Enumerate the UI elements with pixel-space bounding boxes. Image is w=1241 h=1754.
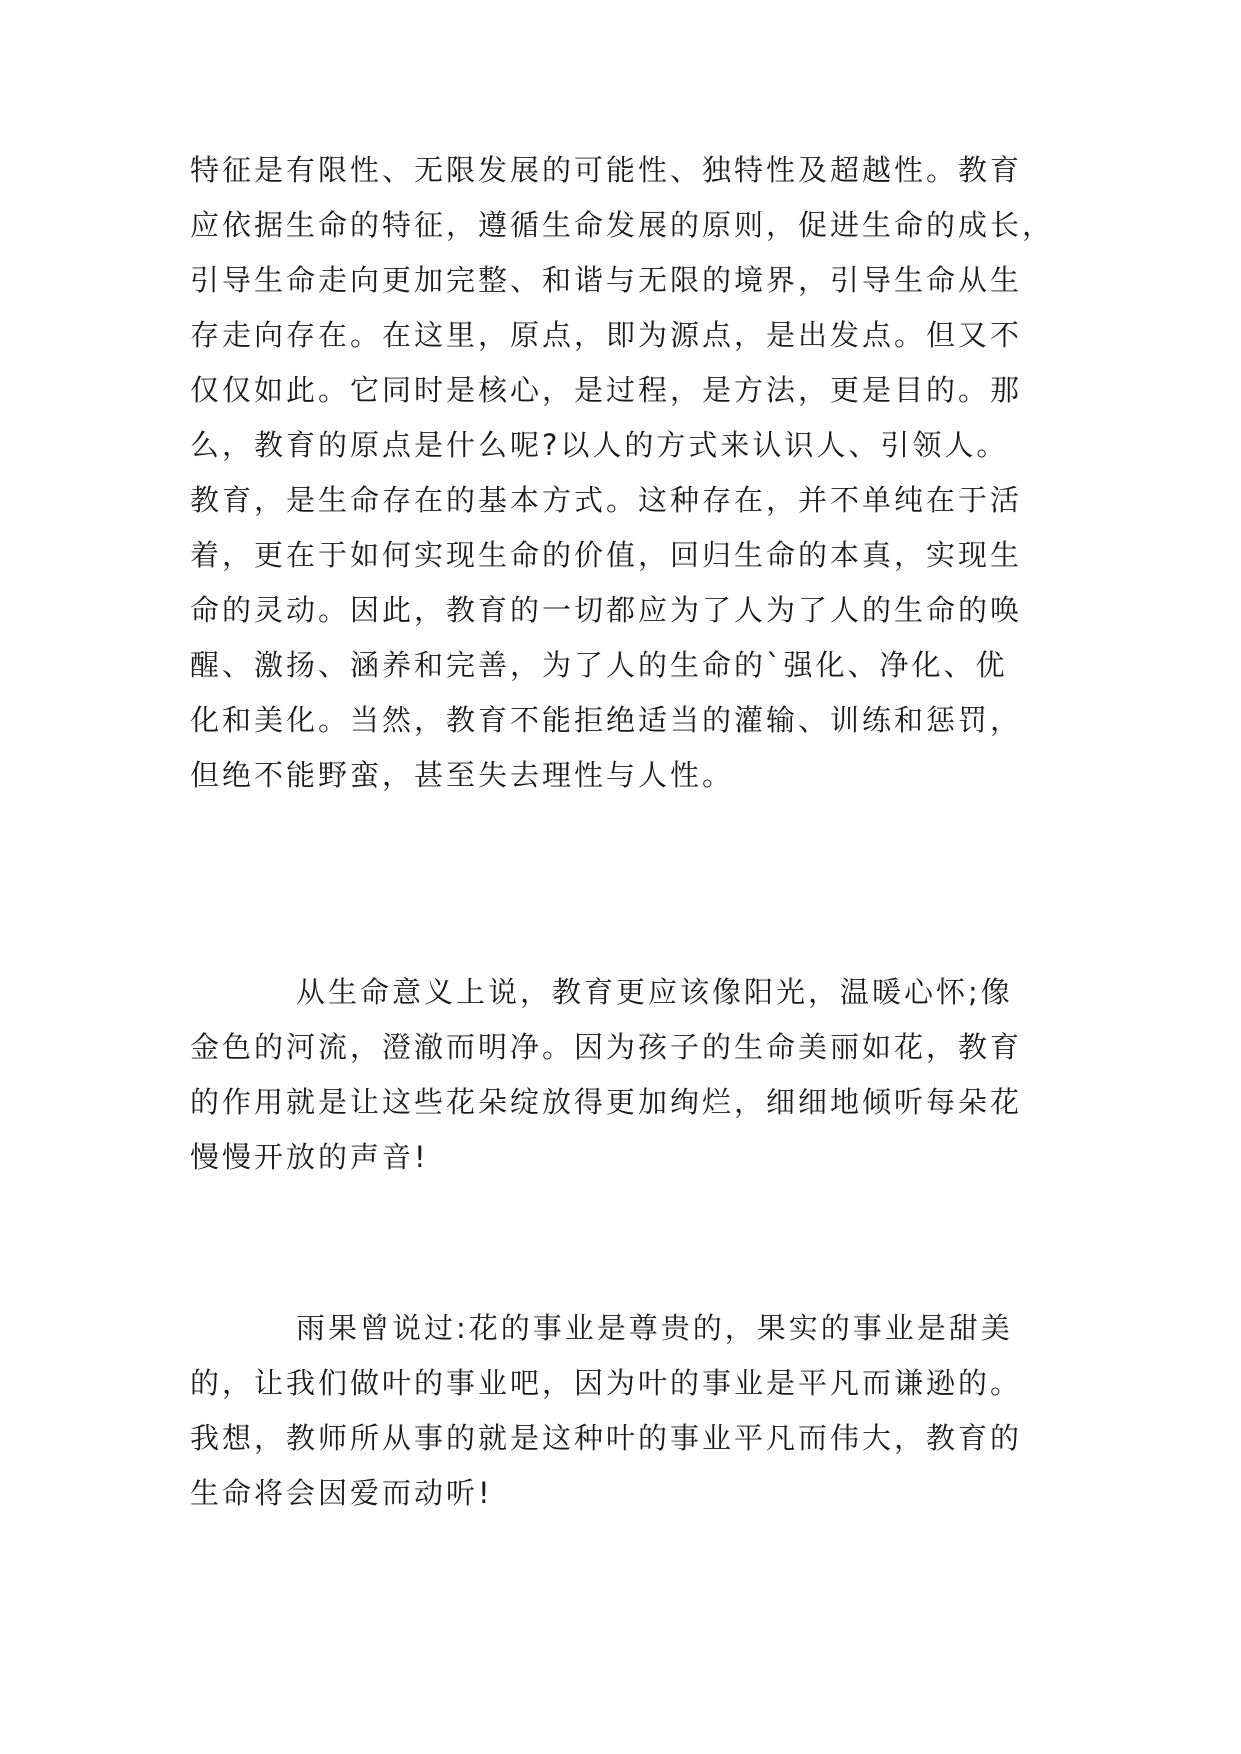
- text-line: 么，教育的原点是什么呢?以人的方式来认识人、引领人。: [190, 428, 1009, 462]
- text-line: 化和美化。当然，教育不能拒绝适当的灌输、训练和惩罚，: [190, 703, 1023, 737]
- text-line: 醒、激扬、涵养和完善，为了人的生命的`强化、净化、优: [190, 648, 1008, 682]
- text-line: 命的灵动。因此，教育的一切都应为了人为了人的生命的唤: [190, 593, 1023, 627]
- text-line: 仅仅如此。它同时是核心，是过程，是方法，更是目的。那: [190, 373, 1023, 407]
- text-line: 教育，是生命存在的基本方式。这种存在，并不单纯在于活: [190, 483, 1023, 517]
- text-line: 应依据生命的特征，遵循生命发展的原则，促进生命的成长，: [190, 208, 1055, 242]
- text-line: 的，让我们做叶的事业吧，因为叶的事业是平凡而谦逊的。: [190, 1366, 1023, 1400]
- text-line: 但绝不能野蛮，甚至失去理性与人性。: [190, 758, 735, 792]
- text-line: 雨果曾说过:花的事业是尊贵的，果实的事业是甜美: [296, 1311, 1013, 1345]
- text-line: 从生命意义上说，教育更应该像阳光，温暖心怀;像: [296, 975, 1013, 1009]
- text-line: 存走向存在。在这里，原点，即为源点，是出发点。但又不: [190, 318, 1023, 352]
- text-line: 引导生命走向更加完整、和谐与无限的境界，引导生命从生: [190, 263, 1023, 297]
- text-line: 我想，教师所从事的就是这种叶的事业平凡而伟大，教育的: [190, 1421, 1023, 1455]
- text-line: 的作用就是让这些花朵绽放得更加绚烂，细细地倾听每朵花: [190, 1085, 1023, 1119]
- text-line: 特征是有限性、无限发展的可能性、独特性及超越性。教育: [190, 153, 1023, 187]
- text-line: 着，更在于如何实现生命的价值，回归生命的本真，实现生: [190, 538, 1023, 572]
- text-line: 慢慢开放的声音!: [190, 1140, 429, 1174]
- text-line: 生命将会因爱而动听!: [190, 1476, 493, 1510]
- text-line: 金色的河流，澄澈而明净。因为孩子的生命美丽如花，教育: [190, 1030, 1023, 1064]
